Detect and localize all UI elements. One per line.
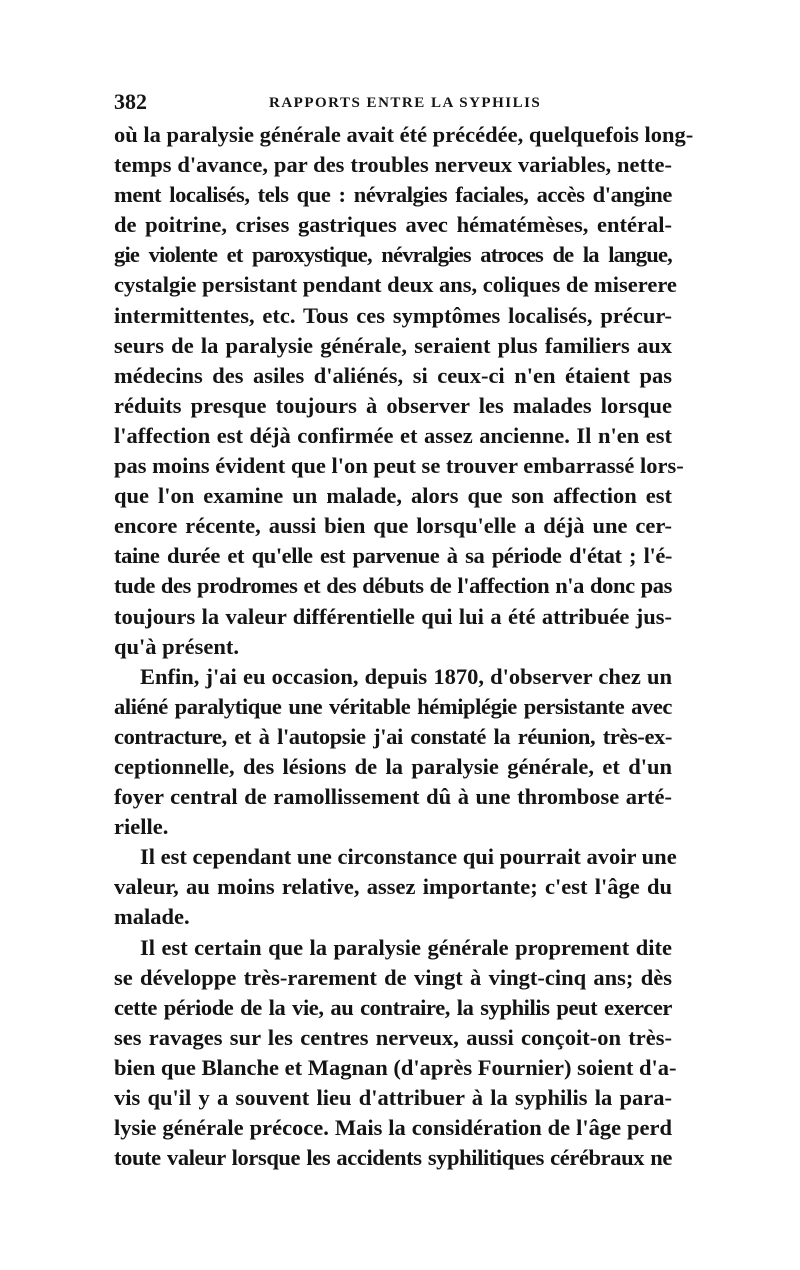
text-line: contracture, et à l'autopsie j'ai constaté la réunion, très-ex- (114, 723, 672, 749)
running-title: RAPPORTS ENTRE LA SYPHILIS (269, 95, 542, 111)
text-line: intermittentes, etc. Tous ces symptômes localisés, précur- (114, 302, 672, 328)
text-line: vis qu'il y a souvent lieu d'attribuer à la syphilis la para- (114, 1085, 672, 1110)
text-line: se développe très-rarement de vingt à vingt-cinq ans; dès (114, 964, 672, 990)
text-line: aliéné paralytique une véritable hémiplégie persistante avec (114, 693, 672, 719)
text-line: ment localisés, tels que : névralgies faciales, accès d'angine (114, 182, 672, 208)
text-line: rielle. (114, 814, 169, 840)
text-line: seurs de la paralysie générale, seraient plus familiers aux (114, 332, 672, 358)
text-line: Il est certain que la paralysie générale proprement dite (140, 934, 672, 960)
text-line: médecins des asiles d'aliénés, si ceux-ci n'en étaient pas (114, 362, 672, 388)
page-number: 382 (114, 89, 147, 114)
running-header (114, 88, 674, 116)
text-line: malade. (114, 904, 190, 930)
text-line: que l'on examine un malade, alors que son affection est (114, 483, 672, 509)
text-line: toute valeur lorsque les accidents syphilitiques cérébraux ne (114, 1145, 672, 1171)
text-line: cette période de la vie, au contraire, la syphilis peut exercer (114, 994, 672, 1020)
body-text (114, 120, 694, 1173)
text-line: ses ravages sur les centres nerveux, aussi conçoit-on très- (114, 1024, 672, 1050)
text-line: bien que Blanche et Magnan (d'après Fournier) soient d'a- (114, 1054, 677, 1080)
text-line: foyer central de ramollissement dû à une thrombose arté- (114, 784, 672, 810)
text-line: lysie générale précoce. Mais la considération de l'âge perd (114, 1115, 672, 1141)
text-line: pas moins évident que l'on peut se trouver embarrassé lors- (114, 453, 684, 479)
text-line: Il est cependant une circonstance qui pourrait avoir une (140, 844, 677, 870)
text-line: qu'à présent. (114, 633, 240, 659)
text-line: gie violente et paroxystique, névralgies atroces de la langue, (114, 242, 672, 268)
text-line: encore récente, aussi bien que lorsqu'elle a déjà une cer- (114, 513, 672, 539)
text-line: où la paralysie générale avait été précédée, quelquefois long- (114, 122, 694, 147)
text-line: toujours la valeur différentielle qui lui a été attribuée jus- (114, 603, 672, 629)
text-line: tude des prodromes et des débuts de l'affection n'a donc pas (114, 573, 672, 599)
text-line: valeur, au moins relative, assez importante; c'est l'âge du (114, 874, 672, 900)
text-line: de poitrine, crises gastriques avec hématémèses, entéral- (114, 212, 672, 238)
text-line: taine durée et qu'elle est parvenue à sa période d'état ; l'é- (114, 543, 672, 569)
text-line: temps d'avance, par des troubles nerveux variables, nette- (114, 152, 672, 178)
text-line: Enfin, j'ai eu occasion, depuis 1870, d'observer chez un (140, 663, 672, 689)
text-line: l'affection est déjà confirmée et assez ancienne. Il n'en est (114, 422, 672, 448)
text-line: réduits presque toujours à observer les malades lorsque (114, 392, 672, 418)
text-line: ceptionnelle, des lésions de la paralysie générale, et d'un (114, 753, 672, 779)
text-line: cystalgie persistant pendant deux ans, coliques de miserere (114, 272, 677, 298)
